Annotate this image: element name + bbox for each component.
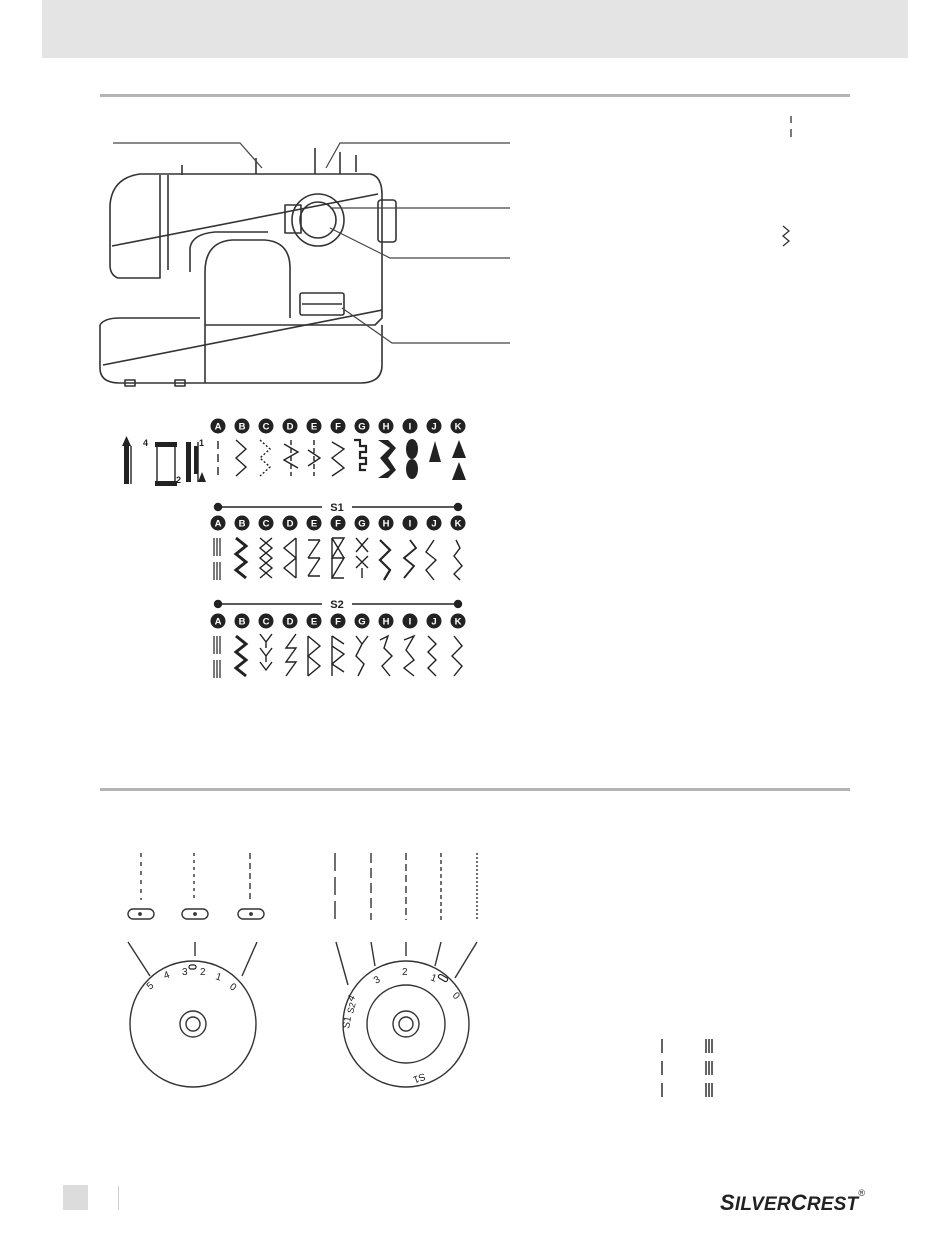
footer-divider <box>118 1186 119 1210</box>
stitch-letter-a-row-2: A <box>214 518 222 530</box>
stitch-length-dial <box>128 853 264 1087</box>
stitch-letter-f-row-1: F <box>335 421 341 433</box>
stitch-letter-a-row-3: A <box>214 616 222 628</box>
stitch-letter-k-row-3: K <box>454 616 462 628</box>
width-number-2: 2 <box>402 967 408 978</box>
stitch-width-marks <box>662 1039 712 1097</box>
width-number-0: 0 <box>449 990 462 1003</box>
stitch-letter-b-row-1: B <box>238 421 246 433</box>
zigzag-stitch-icon <box>783 226 789 246</box>
buttonhole-step-4: 4 <box>143 438 149 448</box>
sewing-machine-illustration <box>100 148 396 386</box>
stitch-letter-g-row-3: G <box>358 616 366 628</box>
stitch-letter-e-row-1: E <box>310 421 318 433</box>
stitch-letter-a-row-1: A <box>214 421 222 433</box>
stitch-patterns-row-2 <box>214 538 462 580</box>
buttonhole-step-3: 3 <box>124 475 130 485</box>
stitch-letter-i-row-3: I <box>408 616 412 628</box>
stitch-letter-c-row-3: C <box>262 616 270 628</box>
stitch-letter-d-row-2: D <box>286 518 294 530</box>
stitch-letter-d-row-3: D <box>286 616 294 628</box>
stitch-letter-k-row-1: K <box>454 421 462 433</box>
stitch-letter-h-row-1: H <box>382 421 390 433</box>
stitch-patterns-row-3 <box>214 634 462 678</box>
stitch-letter-h-row-3: H <box>382 616 390 628</box>
stitch-letter-d-row-1: D <box>286 421 294 433</box>
length-number-1: 1 <box>214 971 223 984</box>
stitch-letter-g-row-2: G <box>358 518 366 530</box>
stitch-letter-c-row-1: C <box>262 421 270 433</box>
width-label-s1-left: S1 <box>341 1015 355 1030</box>
stitch-letter-b-row-2: B <box>238 518 246 530</box>
stitch-letter-e-row-2: E <box>310 518 318 530</box>
buttonhole-step-1: 1 <box>199 438 205 448</box>
buttonhole-steps-diagram <box>122 436 206 486</box>
width-number-1: 1 <box>428 972 438 985</box>
stitch-patterns-row-1 <box>218 439 466 480</box>
stitch-letter-i-row-2: I <box>408 518 412 530</box>
stitch-letter-j-row-1: J <box>431 421 437 433</box>
width-label-s1-bottom: S1 <box>411 1070 427 1085</box>
length-number-3: 3 <box>182 967 188 978</box>
brand-logo: SILVERCREST® <box>720 1188 866 1215</box>
callout-leader-lines <box>113 143 510 343</box>
length-number-2: 2 <box>200 967 206 978</box>
stitch-letter-j-row-3: J <box>431 616 437 628</box>
stitch-letter-b-row-3: B <box>238 616 246 628</box>
length-number-0: 0 <box>227 981 239 994</box>
length-number-5: 5 <box>144 980 157 993</box>
stitch-letter-row-3 <box>211 614 466 629</box>
width-number-3: 3 <box>372 974 383 987</box>
length-number-4: 4 <box>162 969 172 982</box>
stitch-letter-h-row-2: H <box>382 518 390 530</box>
stitch-letter-f-row-2: F <box>335 518 341 530</box>
stitch-letter-k-row-2: K <box>454 518 462 530</box>
stitch-letter-e-row-3: E <box>310 616 318 628</box>
s1-label: S1 <box>330 502 344 514</box>
stitch-letter-g-row-1: G <box>358 421 366 433</box>
stitch-letter-f-row-3: F <box>335 616 341 628</box>
buttonhole-mark-icon <box>189 965 196 969</box>
stitch-letter-c-row-2: C <box>262 518 270 530</box>
s2-label: S2 <box>330 599 344 611</box>
width-label-s2: S2 <box>345 1001 358 1015</box>
stitch-letter-row-2 <box>211 516 466 531</box>
width-number-4: 4 <box>345 993 359 1004</box>
page-number-box <box>63 1185 88 1210</box>
buttonhole-step-2: 2 <box>176 475 182 485</box>
stitch-letter-i-row-1: I <box>408 421 412 433</box>
stitch-letter-row-1 <box>211 419 466 434</box>
stitch-letter-j-row-2: J <box>431 518 437 530</box>
